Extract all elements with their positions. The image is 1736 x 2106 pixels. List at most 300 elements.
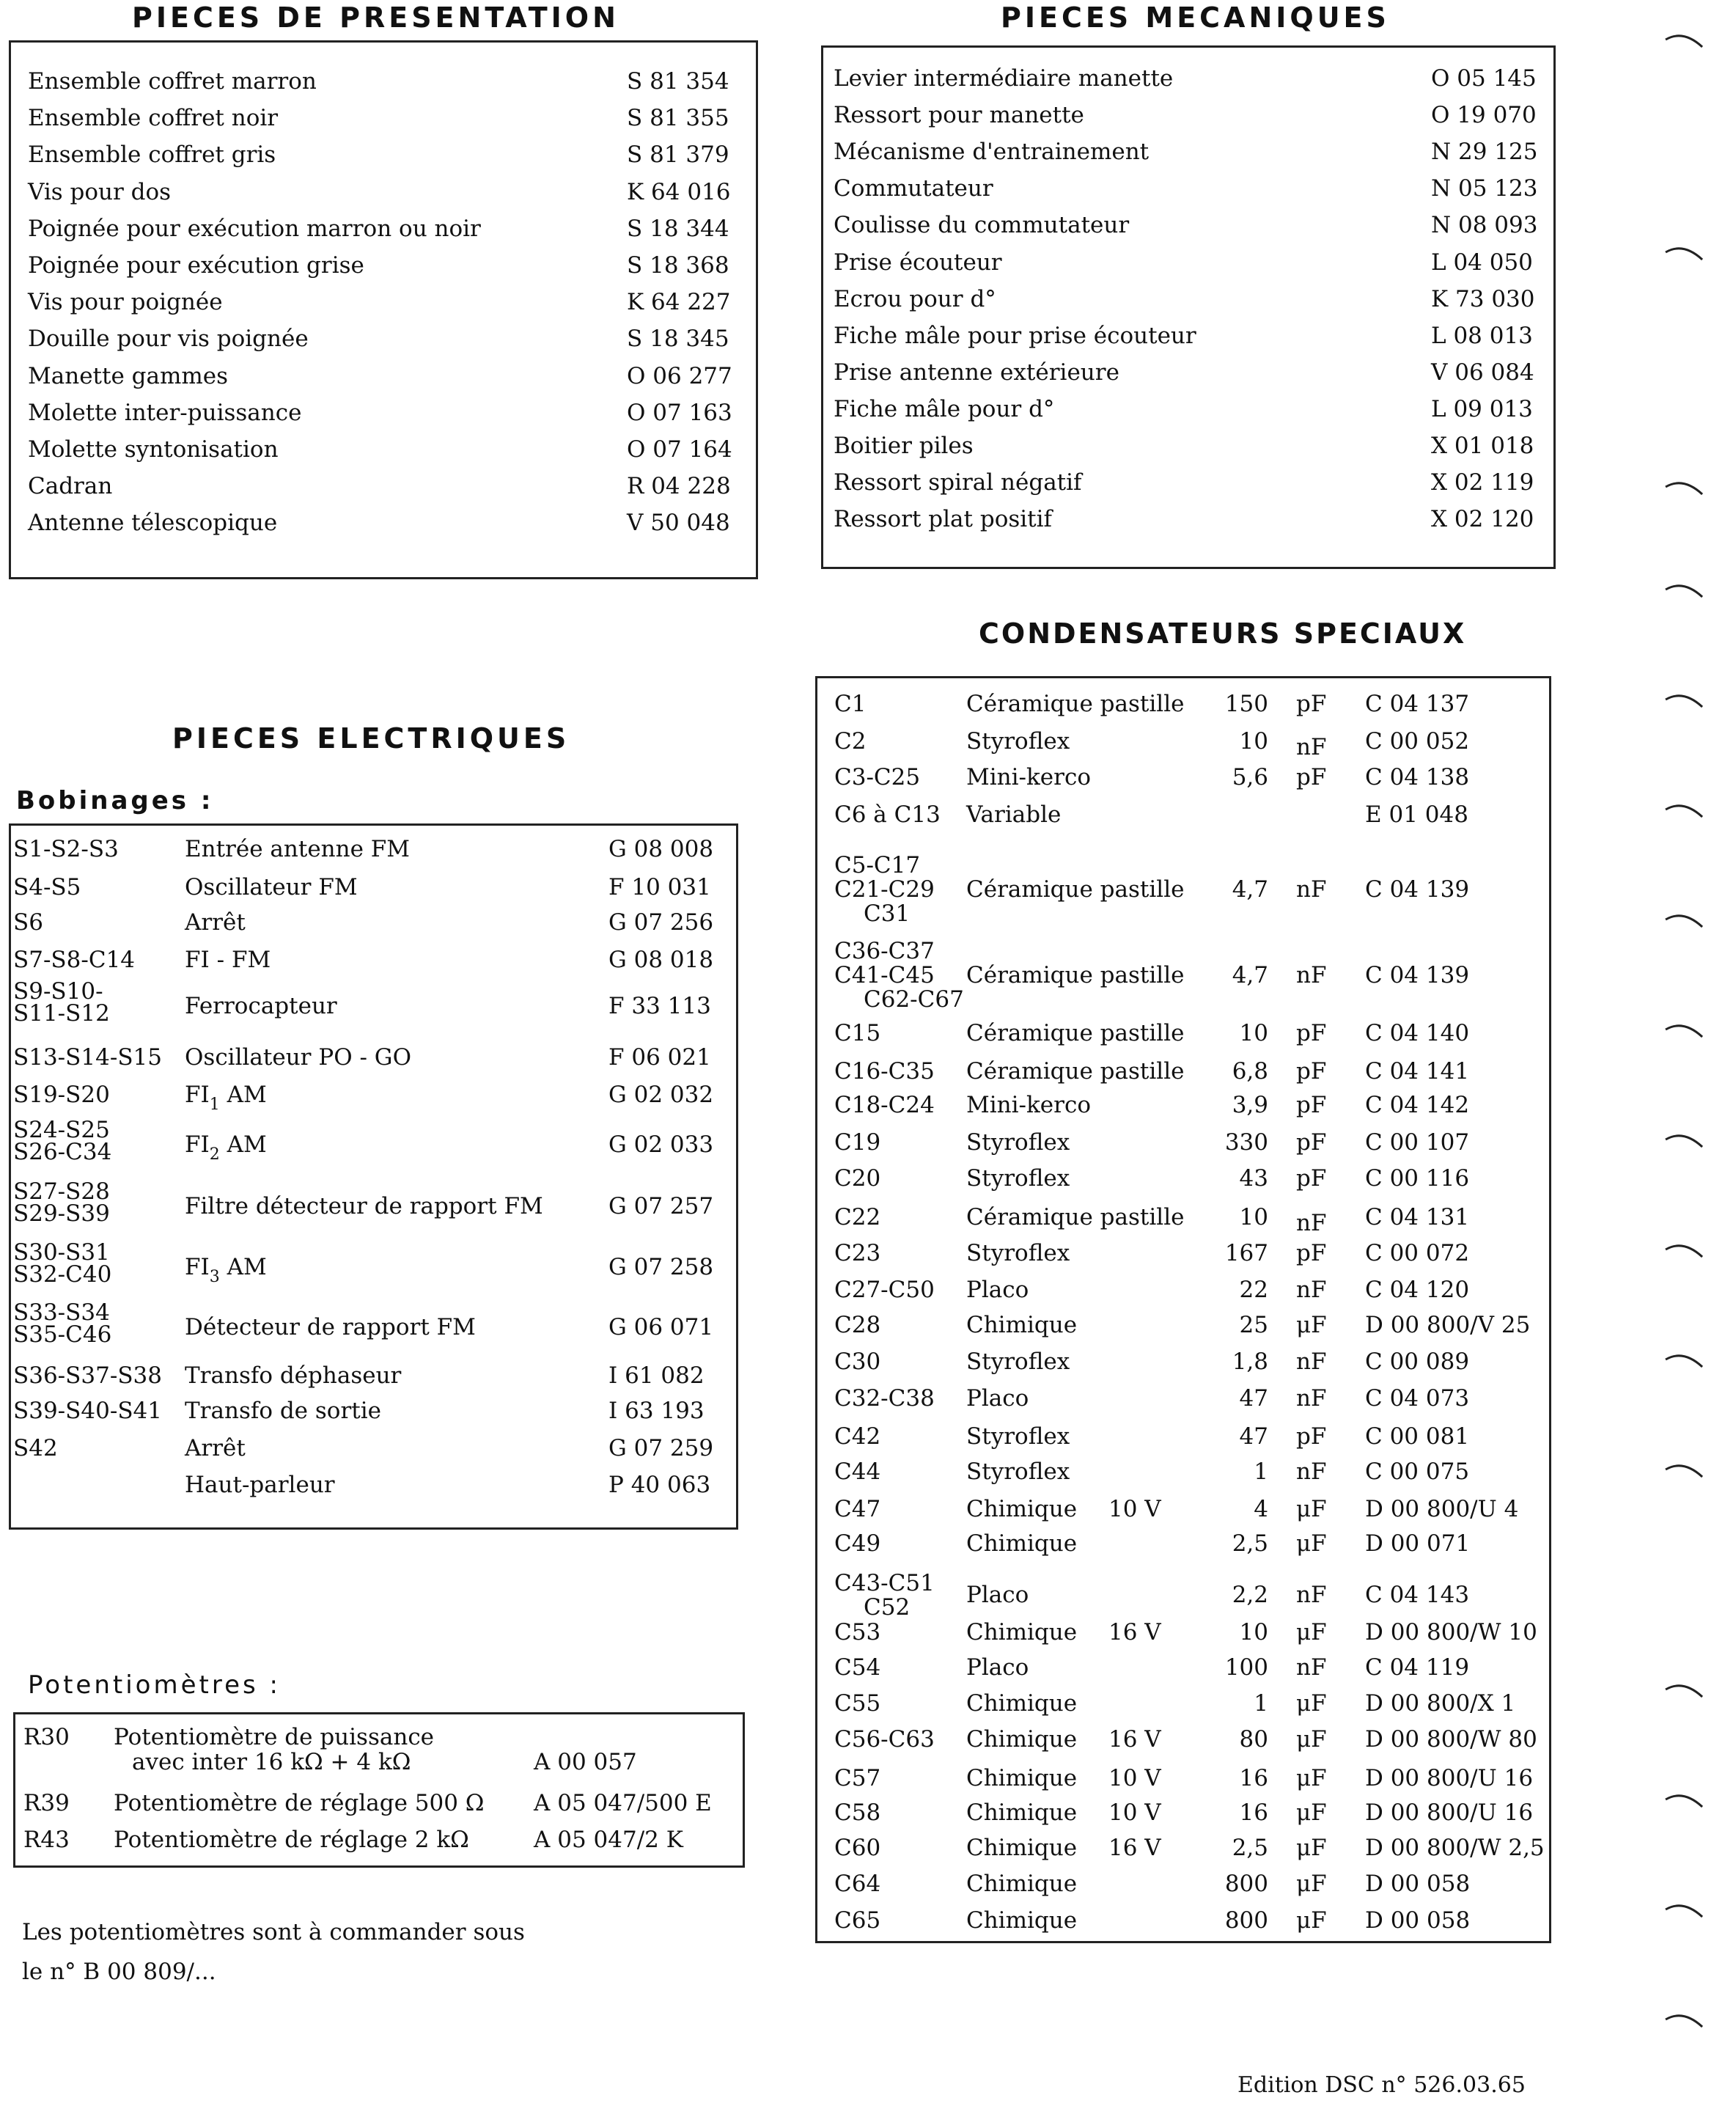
capacitor-code: C55: [834, 1690, 881, 1717]
coil-desc: Arrêt: [185, 909, 246, 936]
capacitor-voltage: 16 V: [1108, 1726, 1161, 1753]
capacitor-unit: nF: [1296, 1459, 1327, 1485]
part-ref: O 07 164: [627, 436, 732, 463]
part-name: Ensemble coffret gris: [28, 142, 276, 168]
part-name: Antenne télescopique: [28, 510, 278, 536]
mecaniques-title: PIECES MECANIQUES: [1001, 1, 1390, 34]
capacitor-ref: C 00 107: [1365, 1129, 1470, 1156]
capacitor-unit: pF: [1296, 1423, 1327, 1450]
capacitor-unit: pF: [1296, 1129, 1327, 1156]
capacitor-code: C60: [834, 1835, 881, 1861]
bobinages-label: Bobinages :: [16, 786, 214, 815]
part-ref: O 06 277: [627, 363, 732, 389]
coil-desc: Ferrocapteur: [185, 993, 337, 1019]
capacitor-value: 150: [1224, 691, 1268, 717]
capacitor-value: 100: [1224, 1654, 1268, 1681]
part-name: Poignée pour exécution grise: [28, 252, 364, 279]
capacitor-ref: C 04 141: [1365, 1058, 1470, 1085]
part-ref: O 19 070: [1431, 102, 1537, 128]
capacitor-value: 10: [1239, 1619, 1268, 1645]
coil-ref: G 02 032: [608, 1082, 714, 1108]
binder-mark: [1664, 2009, 1705, 2030]
coil-ref: G 07 256: [608, 909, 714, 936]
pot-ref: A 00 057: [534, 1749, 637, 1775]
coil-desc: Filtre détecteur de rapport FM: [185, 1193, 543, 1219]
capacitor-ref: C 00 081: [1365, 1423, 1470, 1450]
capacitor-code: C36-C37: [834, 938, 935, 964]
capacitor-value: 10: [1239, 728, 1268, 755]
capacitor-code: C20: [834, 1165, 881, 1192]
coil-code: S26-C34: [13, 1139, 112, 1165]
capacitor-value: 1: [1254, 1690, 1268, 1717]
capacitor-code: C15: [834, 1020, 881, 1046]
capacitor-ref: D 00 800/W 80: [1365, 1726, 1537, 1753]
part-ref: S 81 379: [627, 142, 729, 168]
capacitor-value: 47: [1239, 1385, 1268, 1412]
binder-mark: [1664, 29, 1705, 50]
capacitor-code: C41-C45: [834, 962, 935, 988]
capacitor-unit: pF: [1296, 691, 1327, 717]
coil-code: S7-S8-C14: [13, 947, 136, 973]
coil-desc: Détecteur de rapport FM: [185, 1314, 476, 1340]
capacitor-unit: pF: [1296, 1165, 1327, 1192]
coil-ref: F 33 113: [608, 993, 711, 1019]
capacitor-type: Céramique pastille: [966, 962, 1185, 988]
part-ref: K 64 227: [627, 289, 731, 315]
capacitor-ref: C 04 120: [1365, 1277, 1470, 1303]
capacitor-value: 2,2: [1232, 1582, 1268, 1608]
capacitor-value: 4: [1254, 1496, 1268, 1522]
capacitor-ref: C 00 089: [1365, 1349, 1470, 1375]
binder-mark: [1664, 1129, 1705, 1150]
capacitor-unit: nF: [1296, 1582, 1327, 1608]
capacitor-code: C54: [834, 1654, 881, 1681]
capacitor-unit: pF: [1296, 1240, 1327, 1266]
capacitor-unit: μF: [1296, 1765, 1327, 1791]
coil-desc: Arrêt: [185, 1435, 246, 1461]
capacitor-unit: nF: [1296, 1349, 1327, 1375]
coil-code: S39-S40-S41: [13, 1398, 162, 1424]
pot-code: R43: [23, 1827, 70, 1853]
capacitor-ref: C 04 131: [1365, 1204, 1470, 1230]
capacitor-code: C18-C24: [834, 1092, 935, 1118]
capacitor-ref: D 00 800/U 16: [1365, 1799, 1534, 1826]
coil-code: S32-C40: [13, 1261, 112, 1288]
capacitor-value: 4,7: [1232, 962, 1268, 988]
part-name: Vis pour dos: [28, 179, 172, 205]
part-ref: K 64 016: [627, 179, 731, 205]
coil-ref: I 63 193: [608, 1398, 705, 1424]
capacitor-ref: C 04 142: [1365, 1092, 1470, 1118]
capacitor-ref: D 00 800/U 4: [1365, 1496, 1519, 1522]
capacitor-unit: μF: [1296, 1871, 1327, 1897]
coil-ref: G 02 033: [608, 1131, 714, 1158]
capacitor-ref: D 00 800/W 10: [1365, 1619, 1537, 1645]
part-ref: V 50 048: [627, 510, 730, 536]
capacitor-value: 330: [1224, 1129, 1268, 1156]
pot-desc: Potentiomètre de réglage 2 kΩ: [114, 1827, 469, 1853]
binder-mark: [1664, 1019, 1705, 1040]
capacitor-type: Chimique: [966, 1726, 1078, 1753]
capacitor-ref: D 00 800/X 1: [1365, 1690, 1516, 1717]
capacitor-unit: pF: [1296, 1058, 1327, 1085]
part-name: Cadran: [28, 473, 113, 499]
coil-desc-subscript: 2: [209, 1145, 220, 1164]
capacitor-ref: D 00 058: [1365, 1907, 1471, 1934]
capacitor-code: C3-C25: [834, 764, 921, 790]
binder-mark: [1664, 1899, 1705, 1920]
coil-code: S35-C46: [13, 1321, 112, 1348]
binder-mark: [1664, 1239, 1705, 1260]
coil-code: S36-S37-S38: [13, 1362, 162, 1389]
coil-code: S4-S5: [13, 874, 81, 900]
capacitor-ref: C 00 116: [1365, 1165, 1470, 1192]
capacitor-ref: C 00 052: [1365, 728, 1470, 755]
coil-desc: Entrée antenne FM: [185, 836, 411, 862]
capacitor-type: Styroflex: [966, 1423, 1070, 1450]
capacitor-type: Céramique pastille: [966, 1204, 1185, 1230]
capacitor-code: C21-C29: [834, 876, 935, 903]
pot-code: R39: [23, 1790, 70, 1816]
capacitor-ref: E 01 048: [1365, 801, 1468, 828]
capacitor-value: 800: [1224, 1907, 1268, 1934]
capacitor-code: C22: [834, 1204, 881, 1230]
coil-code: S6: [13, 909, 43, 936]
capacitor-code: C52: [864, 1594, 911, 1621]
capacitor-type: Chimique: [966, 1765, 1078, 1791]
capacitor-code: C6 à C13: [834, 801, 941, 828]
capacitor-value: 47: [1239, 1423, 1268, 1450]
part-ref: O 05 145: [1431, 65, 1537, 92]
capacitor-voltage: 10 V: [1108, 1799, 1161, 1826]
capacitor-type: Styroflex: [966, 1129, 1070, 1156]
coil-desc: Transfo déphaseur: [185, 1362, 402, 1389]
capacitor-code: C44: [834, 1459, 881, 1485]
capacitor-type: Styroflex: [966, 1459, 1070, 1485]
capacitor-type: Chimique: [966, 1871, 1078, 1897]
capacitor-code: C31: [864, 900, 911, 927]
part-ref: O 07 163: [627, 400, 732, 426]
capacitor-type: Chimique: [966, 1690, 1078, 1717]
capacitor-code: C53: [834, 1619, 881, 1645]
capacitor-ref: C 04 140: [1365, 1020, 1470, 1046]
coil-ref: G 07 259: [608, 1435, 714, 1461]
part-ref: L 04 050: [1431, 249, 1533, 276]
part-ref: N 29 125: [1431, 139, 1538, 165]
potentiometres-note-line2: le n° B 00 809/...: [22, 1959, 216, 1985]
coil-code: S13-S14-S15: [13, 1044, 162, 1071]
part-name: Vis pour poignée: [28, 289, 223, 315]
capacitor-value: 16: [1239, 1799, 1268, 1826]
capacitor-unit: nF: [1296, 734, 1327, 760]
capacitor-ref: C 04 139: [1365, 876, 1470, 903]
capacitor-value: 10: [1239, 1204, 1268, 1230]
part-name: Commutateur: [834, 175, 993, 202]
part-name: Ensemble coffret marron: [28, 68, 317, 95]
capacitor-ref: D 00 071: [1365, 1530, 1471, 1557]
coil-desc: Transfo de sortie: [185, 1398, 381, 1424]
part-ref: V 06 084: [1431, 359, 1534, 386]
capacitor-code: C62-C67: [864, 986, 964, 1013]
capacitor-unit: pF: [1296, 1020, 1327, 1046]
part-name: Molette inter-puissance: [28, 400, 302, 426]
capacitor-unit: nF: [1296, 876, 1327, 903]
capacitor-type: Placo: [966, 1277, 1029, 1303]
coil-code: S11-S12: [13, 1000, 110, 1027]
part-name: Mécanisme d'entrainement: [834, 139, 1150, 165]
part-ref: S 18 345: [627, 326, 729, 352]
coil-ref: F 06 021: [608, 1044, 711, 1071]
capacitor-value: 25: [1239, 1312, 1268, 1338]
capacitor-value: 2,5: [1232, 1530, 1268, 1557]
part-name: Poignée pour exécution marron ou noir: [28, 216, 481, 242]
coil-desc: $FI_3$ AM: [185, 1254, 267, 1286]
capacitor-value: 800: [1224, 1871, 1268, 1897]
capacitor-ref: C 04 073: [1365, 1385, 1470, 1412]
capacitor-value: 80: [1239, 1726, 1268, 1753]
part-ref: X 02 119: [1431, 469, 1534, 496]
pot-desc: Potentiomètre de puissance: [114, 1724, 435, 1750]
part-name: Coulisse du commutateur: [834, 212, 1130, 238]
binder-mark: [1664, 799, 1705, 820]
capacitor-voltage: 16 V: [1108, 1619, 1161, 1645]
part-name: Fiche mâle pour prise écouteur: [834, 323, 1196, 349]
coil-ref: F 10 031: [608, 874, 711, 900]
pot-code: R30: [23, 1724, 70, 1750]
capacitor-code: C1: [834, 691, 867, 717]
capacitor-type: Chimique: [966, 1835, 1078, 1861]
part-ref: S 18 368: [627, 252, 729, 279]
capacitor-value: 6,8: [1232, 1058, 1268, 1085]
part-name: Prise antenne extérieure: [834, 359, 1119, 386]
pot-ref: A 05 047/2 K: [534, 1827, 683, 1853]
capacitor-code: C32-C38: [834, 1385, 935, 1412]
capacitor-type: Chimique: [966, 1496, 1078, 1522]
part-name: Ecrou pour d°: [834, 286, 996, 312]
capacitor-unit: nF: [1296, 1210, 1327, 1236]
coil-desc: Oscillateur PO - GO: [185, 1044, 411, 1071]
coil-desc: Oscillateur FM: [185, 874, 358, 900]
capacitor-code: C16-C35: [834, 1058, 935, 1085]
capacitor-voltage: 16 V: [1108, 1835, 1161, 1861]
capacitor-value: 43: [1239, 1165, 1268, 1192]
binder-mark: [1664, 1789, 1705, 1810]
capacitor-ref: C 00 072: [1365, 1240, 1470, 1266]
part-ref: N 05 123: [1431, 175, 1538, 202]
part-name: Prise écouteur: [834, 249, 1002, 276]
capacitor-unit: nF: [1296, 1277, 1327, 1303]
coil-desc-subscript: 1: [209, 1096, 220, 1114]
capacitor-code: C49: [834, 1530, 881, 1557]
part-ref: S 81 354: [627, 68, 729, 95]
part-name: Fiche mâle pour d°: [834, 396, 1055, 422]
condensateurs-title: CONDENSATEURS SPECIAUX: [979, 617, 1467, 650]
capacitor-value: 1,8: [1232, 1349, 1268, 1375]
capacitor-type: Céramique pastille: [966, 691, 1185, 717]
capacitor-type: Chimique: [966, 1619, 1078, 1645]
capacitor-code: C27-C50: [834, 1277, 935, 1303]
capacitor-value: 22: [1239, 1277, 1268, 1303]
coil-desc: $FI_1$ AM: [185, 1082, 267, 1114]
capacitor-type: Placo: [966, 1385, 1029, 1412]
coil-desc: Haut-parleur: [185, 1472, 335, 1498]
capacitor-code: C65: [834, 1907, 881, 1934]
capacitor-type: Styroflex: [966, 1349, 1070, 1375]
part-name: Ressort plat positif: [834, 506, 1053, 532]
capacitor-unit: μF: [1296, 1619, 1327, 1645]
capacitor-unit: pF: [1296, 1092, 1327, 1118]
capacitor-unit: μF: [1296, 1496, 1327, 1522]
coil-ref: I 61 082: [608, 1362, 705, 1389]
binder-mark: [1664, 689, 1705, 710]
coil-ref: P 40 063: [608, 1472, 711, 1498]
binder-mark: [1664, 1349, 1705, 1370]
capacitor-unit: nF: [1296, 1385, 1327, 1412]
capacitor-value: 167: [1224, 1240, 1268, 1266]
capacitor-value: 5,6: [1232, 764, 1268, 790]
pot-desc: avec inter 16 kΩ + 4 kΩ: [132, 1749, 411, 1775]
capacitor-type: Styroflex: [966, 1240, 1070, 1266]
capacitor-ref: C 04 137: [1365, 691, 1470, 717]
capacitor-type: Céramique pastille: [966, 876, 1185, 903]
binder-mark: [1664, 1679, 1705, 1700]
capacitor-ref: C 04 138: [1365, 764, 1470, 790]
part-name: Ressort pour manette: [834, 102, 1084, 128]
capacitor-code: C23: [834, 1240, 881, 1266]
capacitor-voltage: 10 V: [1108, 1496, 1161, 1522]
capacitor-ref: D 00 058: [1365, 1871, 1471, 1897]
coil-desc: FI - FM: [185, 947, 271, 973]
coil-code: S24-S25: [13, 1117, 110, 1143]
capacitor-type: Chimique: [966, 1312, 1078, 1338]
capacitor-code: C56-C63: [834, 1726, 935, 1753]
part-ref: X 02 120: [1431, 506, 1534, 532]
binder-mark: [1664, 477, 1705, 497]
coil-desc: $FI_2$ AM: [185, 1131, 267, 1164]
binder-mark: [1664, 1459, 1705, 1480]
coil-code: S33-S34: [13, 1299, 110, 1326]
coil-ref: G 07 258: [608, 1254, 714, 1280]
coil-code: S30-S31: [13, 1239, 110, 1266]
part-ref: S 81 355: [627, 105, 729, 131]
capacitor-code: C47: [834, 1496, 881, 1522]
capacitor-type: Mini-kerco: [966, 1092, 1091, 1118]
capacitor-unit: μF: [1296, 1312, 1327, 1338]
capacitor-type: Placo: [966, 1654, 1029, 1681]
binder-mark: [1664, 909, 1705, 930]
capacitor-type: Céramique pastille: [966, 1020, 1185, 1046]
capacitor-ref: C 04 119: [1365, 1654, 1470, 1681]
capacitor-code: C57: [834, 1765, 881, 1791]
capacitor-type: Céramique pastille: [966, 1058, 1185, 1085]
capacitor-ref: C 00 075: [1365, 1459, 1470, 1485]
part-ref: K 73 030: [1431, 286, 1535, 312]
capacitor-unit: μF: [1296, 1799, 1327, 1826]
coil-ref: G 08 008: [608, 836, 714, 862]
capacitor-ref: D 00 800/V 25: [1365, 1312, 1531, 1338]
coil-ref: G 06 071: [608, 1314, 714, 1340]
capacitor-unit: μF: [1296, 1726, 1327, 1753]
part-name: Boitier piles: [834, 433, 974, 459]
potentiometres-label: Potentiomètres :: [28, 1670, 281, 1700]
binder-mark: [1664, 242, 1705, 263]
capacitor-code: C58: [834, 1799, 881, 1826]
pot-desc: Potentiomètre de réglage 500 Ω: [114, 1790, 485, 1816]
part-ref: L 09 013: [1431, 396, 1533, 422]
coil-ref: G 08 018: [608, 947, 714, 973]
capacitor-unit: pF: [1296, 764, 1327, 790]
capacitor-ref: D 00 800/W 2,5: [1365, 1835, 1545, 1861]
capacitor-code: C64: [834, 1871, 881, 1897]
part-ref: S 18 344: [627, 216, 729, 242]
part-name: Ensemble coffret noir: [28, 105, 279, 131]
part-ref: X 01 018: [1431, 433, 1534, 459]
part-ref: L 08 013: [1431, 323, 1533, 349]
capacitor-value: 4,7: [1232, 876, 1268, 903]
capacitor-type: Styroflex: [966, 728, 1070, 755]
capacitor-code: C5-C17: [834, 852, 921, 878]
capacitor-type: Placo: [966, 1582, 1029, 1608]
capacitor-unit: μF: [1296, 1690, 1327, 1717]
part-ref: N 08 093: [1431, 212, 1538, 238]
presentation-title: PIECES DE PRESENTATION: [132, 1, 619, 34]
capacitor-type: Chimique: [966, 1907, 1078, 1934]
capacitor-type: Mini-kerco: [966, 764, 1091, 790]
capacitor-code: C28: [834, 1312, 881, 1338]
capacitor-unit: μF: [1296, 1530, 1327, 1557]
coil-desc-subscript: 3: [209, 1268, 220, 1286]
condensateurs-frame: [815, 676, 1551, 1943]
coil-code: S19-S20: [13, 1082, 110, 1108]
capacitor-unit: μF: [1296, 1835, 1327, 1861]
part-name: Manette gammes: [28, 363, 229, 389]
coil-ref: G 07 257: [608, 1193, 714, 1219]
capacitor-value: 10: [1239, 1020, 1268, 1046]
coil-code: S27-S28: [13, 1178, 110, 1205]
capacitor-ref: C 04 143: [1365, 1582, 1470, 1608]
coil-code: S42: [13, 1435, 58, 1461]
coil-code: S1-S2-S3: [13, 836, 119, 862]
part-name: Douille pour vis poignée: [28, 326, 309, 352]
capacitor-type: Chimique: [966, 1530, 1078, 1557]
part-name: Levier intermédiaire manette: [834, 65, 1174, 92]
pot-ref: A 05 047/500 E: [534, 1790, 712, 1816]
capacitor-code: C2: [834, 728, 867, 755]
capacitor-unit: nF: [1296, 1654, 1327, 1681]
capacitor-value: 16: [1239, 1765, 1268, 1791]
capacitor-ref: C 04 139: [1365, 962, 1470, 988]
capacitor-value: 3,9: [1232, 1092, 1268, 1118]
capacitor-ref: D 00 800/U 16: [1365, 1765, 1534, 1791]
part-name: Ressort spiral négatif: [834, 469, 1082, 496]
coil-code: S29-S39: [13, 1200, 110, 1227]
capacitor-code: C30: [834, 1349, 881, 1375]
part-name: Molette syntonisation: [28, 436, 279, 463]
capacitor-value: 1: [1254, 1459, 1268, 1485]
capacitor-code: C43-C51: [834, 1570, 935, 1596]
capacitor-code: C19: [834, 1129, 881, 1156]
capacitor-value: 2,5: [1232, 1835, 1268, 1861]
part-ref: R 04 228: [627, 473, 731, 499]
capacitor-type: Chimique: [966, 1799, 1078, 1826]
capacitor-unit: μF: [1296, 1907, 1327, 1934]
capacitor-code: C42: [834, 1423, 881, 1450]
edition-footer: Edition DSC n° 526.03.65: [1237, 2072, 1526, 2098]
capacitor-type: Styroflex: [966, 1165, 1070, 1192]
coil-code: S9-S10-: [13, 978, 103, 1005]
capacitor-unit: nF: [1296, 962, 1327, 988]
potentiometres-note-line1: Les potentiomètres sont à commander sous: [22, 1919, 525, 1945]
